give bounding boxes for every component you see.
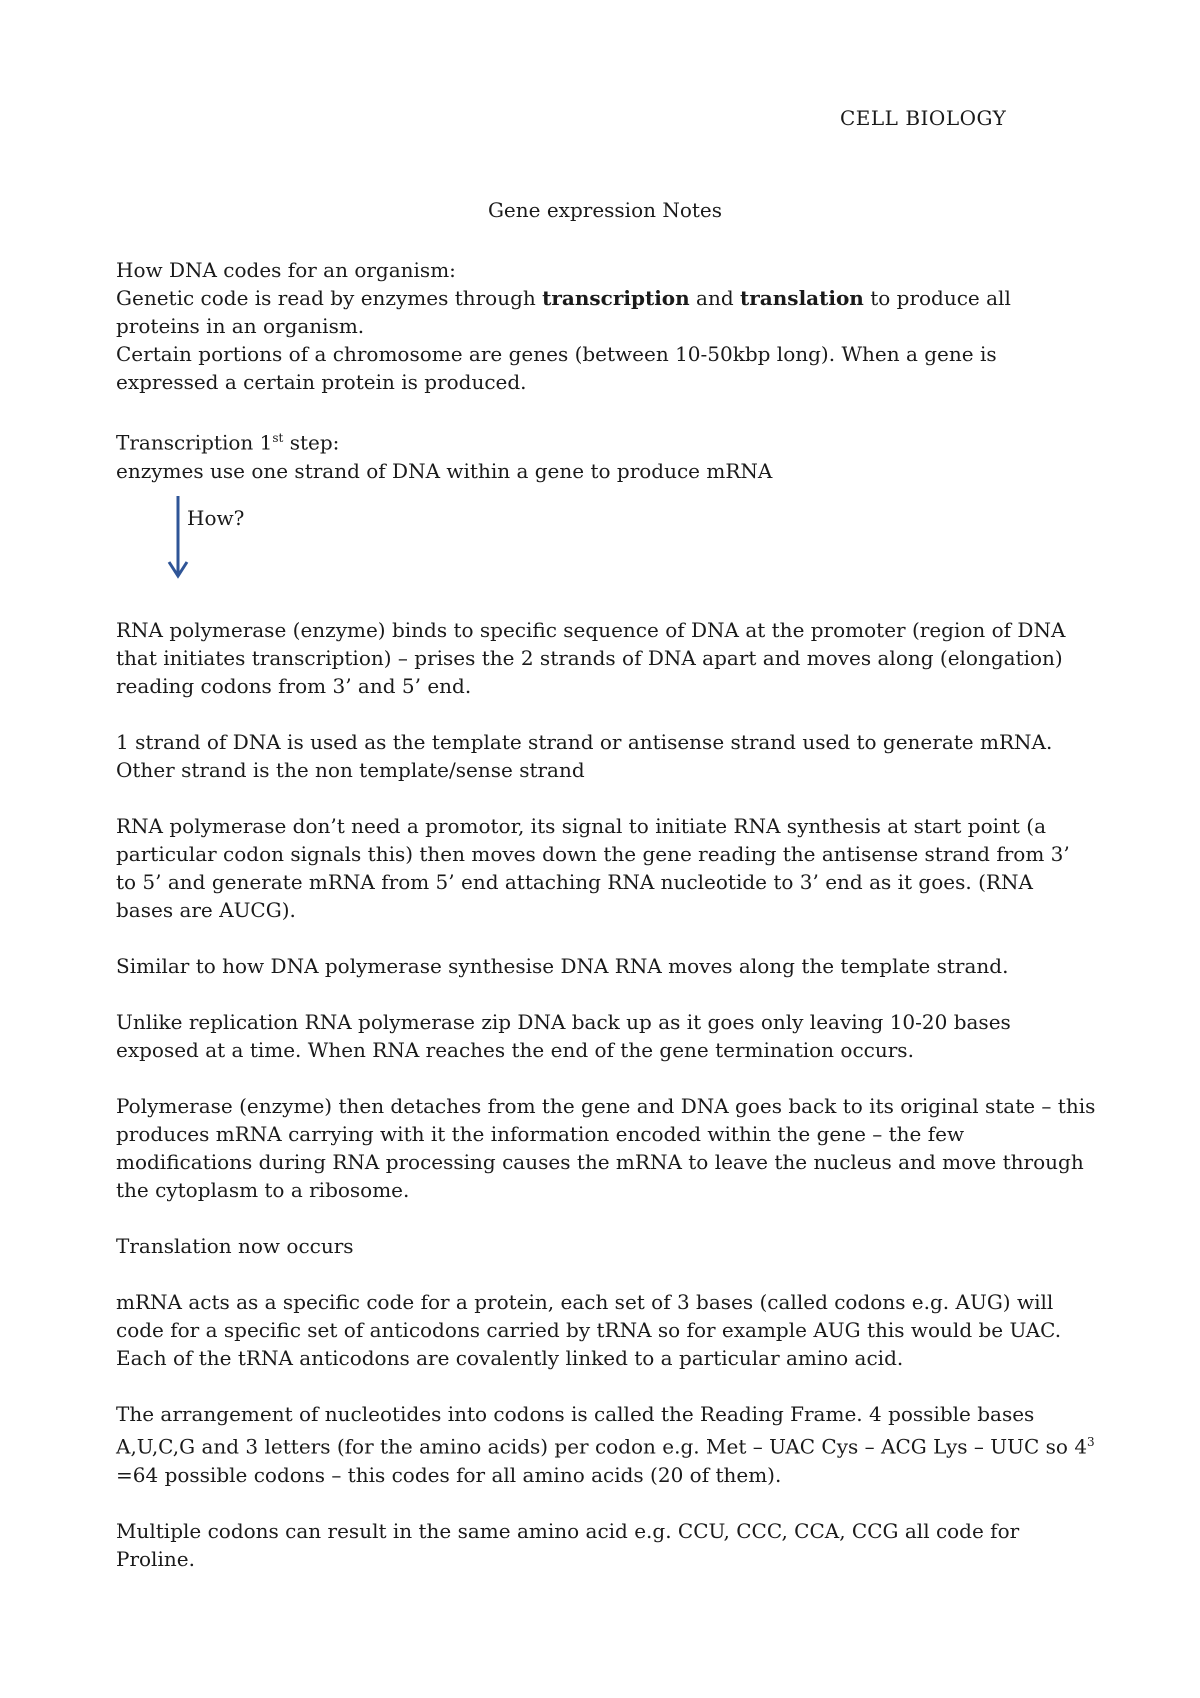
paragraph: Multiple codons can result in the same amino acid e.g. CCU, CCC, CCA, CCG all code for Proline. (116, 1518, 1020, 1571)
genetic-code-paragraph: Genetic code is read by enzymes through transcription and translation to produce all proteins in an organism. (116, 286, 1011, 338)
transcription-line: enzymes use one strand of DNA within a gene to produce mRNA (116, 458, 773, 483)
reading-frame-paragraph: The arrangement of nucleotides into codons is called the Reading Frame. 4 possible bases A,U,C,G and 3 letters (for the amino acids) per codon e.g. Met – UAC Cys – ACG Lys – UUC so $4^3 =64$ possible codons – this codes for all amino acids (20 of them). (116, 1402, 1095, 1487)
term-translation: translation (740, 286, 864, 310)
notes-body-top (116, 256, 1096, 485)
paragraph: Translation now occurs (116, 1234, 354, 1258)
paragraph: RNA polymerase (enzyme) binds to specific sequence of DNA at the promoter (region of DNA that initiates transcription) – prises the 2 strands of DNA apart and moves along (elongation) reading codons from 3’ and 5’ end. (116, 618, 1066, 698)
genes-paragraph: Certain portions of a chromosome are genes (between 10-50kbp long). When a gene is expressed a certain protein is produced. (116, 342, 997, 394)
arrow-label: How? (187, 506, 245, 530)
transcription-heading: Transcription 1st step: (116, 430, 340, 455)
paragraph: Unlike replication RNA polymerase zip DNA back up as it goes only leaving 10-20 bases exposed at a time. When RNA reaches the end of the gene termination occurs. (116, 1010, 1011, 1062)
section-heading: How DNA codes for an organism: (116, 258, 456, 282)
notes-body-bottom (116, 616, 1096, 1573)
course-header: CELL BIOLOGY (840, 106, 1007, 130)
paragraph: mRNA acts as a specific code for a protein, each set of 3 bases (called codons e.g. AUG) will code for a specific set of anticodons carried by tRNA so for example AUG this would be UAC. Each of the tRNA anticodons are covalently linked to a particular amino acid. (116, 1290, 1062, 1370)
term-transcription: transcription (542, 286, 690, 310)
paragraph: 1 strand of DNA is used as the template strand or antisense strand used to generate mRNA. Other strand is the non template/sense strand (116, 730, 1053, 782)
paragraph: Similar to how DNA polymerase synthesise DNA RNA moves along the template strand. (116, 954, 1009, 978)
document-title: Gene expression Notes (487, 198, 723, 222)
paragraph: Polymerase (enzyme) then detaches from the gene and DNA goes back to its original state – this produces mRNA carrying with it the information encoded within the gene – the few modifications during RNA processing causes the mRNA to leave the nucleus and move through the cytoplasm to a ribosome. (116, 1094, 1096, 1202)
paragraph: RNA polymerase don’t need a promotor, its signal to initiate RNA synthesis at start point (a particular codon signals this) then moves down the gene reading the antisense strand from 3’ to 5’ and generate mRNA from 5’ end attaching RNA nucleotide to 3’ end as it goes. (RNA bases are AUCG). (116, 814, 1070, 922)
